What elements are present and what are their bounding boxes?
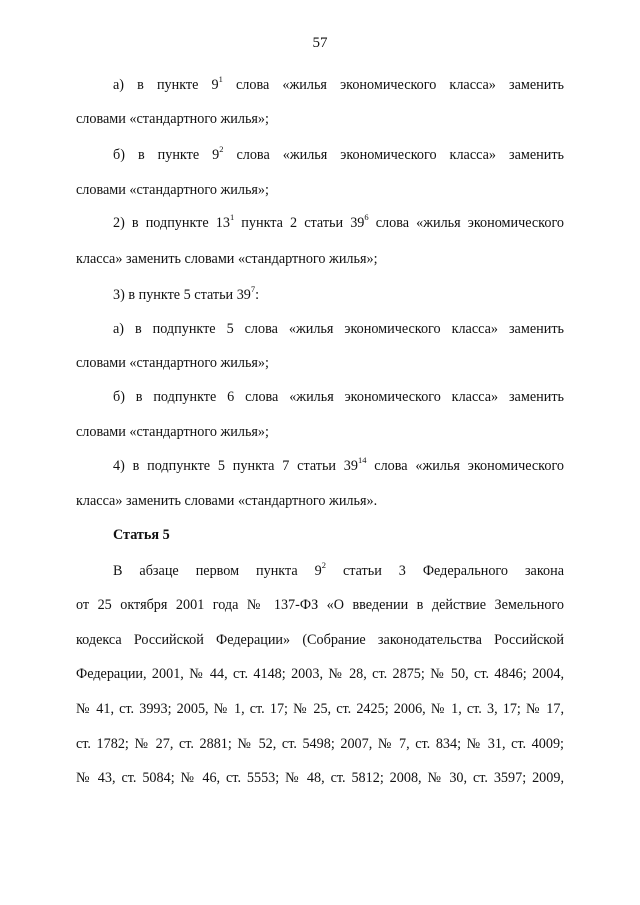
text-line: а) в подпункте 5 слова «жилья экономического класса» заменить — [113, 321, 564, 337]
text-line: 4) в подпункте 5 пункта 7 статьи $39^{14}$ слова «жилья экономического — [113, 455, 564, 474]
text-line: В абзаце первом пункта $9^2$ статьи 3 Федерального закона — [113, 560, 564, 579]
text-line: словами «стандартного жилья»; — [76, 182, 269, 198]
text-line: словами «стандартного жилья»; — [76, 111, 269, 127]
text-line: 3) в пункте 5 статьи $39^7$: — [113, 284, 260, 303]
text-line: б) в подпункте 6 слова «жилья экономического класса» заменить — [113, 389, 564, 405]
text-line: словами «стандартного жилья»; — [76, 424, 269, 440]
text-line: а) в пункте $9^1$ слова «жилья экономического класса» заменить — [113, 74, 565, 93]
text-line: Федерации, 2001, № 44, ст. 4148; 2003, № 28, ст. 2875; № 50, ст. 4846; 2004, — [76, 666, 564, 682]
text-line: класса» заменить словами «стандартного жилья». — [76, 493, 378, 509]
text-line: № 41, ст. 3993; 2005, № 1, ст. 17; № 25, ст. 2425; 2006, № 1, ст. 3, 17; № 17, — [76, 701, 564, 717]
page-number: 57 — [312, 35, 328, 51]
text-line: класса» заменить словами «стандартного жилья»; — [76, 251, 378, 267]
text-line: кодекса Российской Федерации» (Собрание законодательства Российской — [76, 632, 564, 648]
text-line: 2) в подпункте $13^1$ пункта 2 статьи $39^6$ слова «жилья экономического — [113, 212, 565, 231]
text-line: б) в пункте $9^2$ слова «жилья экономического класса» заменить — [113, 144, 565, 163]
text-line: от 25 октября 2001 года № 137-ФЗ «О введении в действие Земельного — [76, 597, 564, 613]
article-heading: Статья 5 — [113, 527, 170, 543]
text-line: словами «стандартного жилья»; — [76, 355, 269, 371]
text-line: № 43, ст. 5084; № 46, ст. 5553; № 48, ст. 5812; 2008, № 30, ст. 3597; 2009, — [76, 770, 564, 786]
text-line: ст. 1782; № 27, ст. 2881; № 52, ст. 5498; 2007, № 7, ст. 834; № 31, ст. 4009; — [76, 736, 564, 752]
